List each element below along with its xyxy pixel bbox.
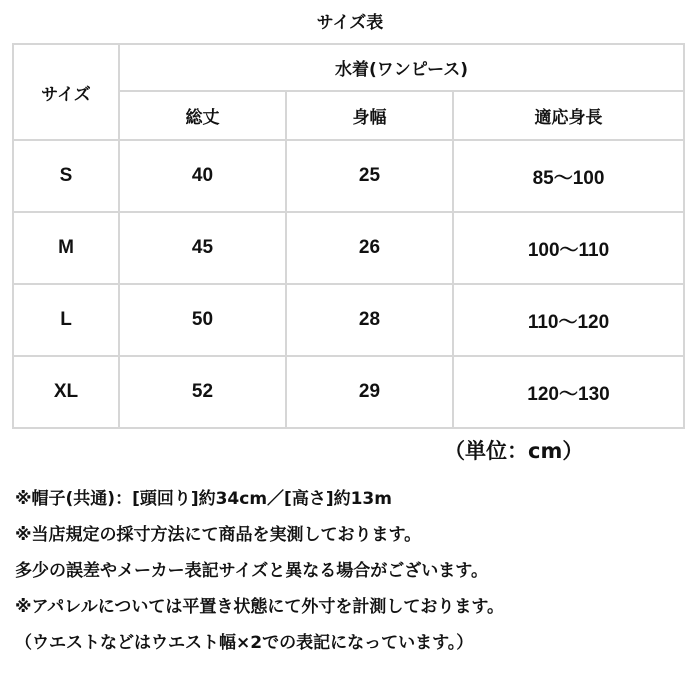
note-measurement: ※当店規定の採寸方法にて商品を実測しております。 [15, 525, 422, 545]
note-hat: ※帽子(共通)：[頭回り]約34cm／[高さ]約13m [15, 489, 392, 509]
length-value: 50 [119, 284, 286, 356]
height-value: 85～100 [453, 140, 684, 212]
height-value: 110～120 [453, 284, 684, 356]
note-waist: （ウエストなどはウエスト幅×2での表記になっています。） [15, 633, 474, 653]
width-value: 28 [286, 284, 453, 356]
height-value: 100～110 [453, 212, 684, 284]
length-value: 52 [119, 356, 286, 428]
column-header-height: 適応身長 [453, 91, 684, 140]
width-value: 25 [286, 140, 453, 212]
column-header-width: 身幅 [286, 91, 453, 140]
width-value: 26 [286, 212, 453, 284]
table-row [13, 140, 684, 212]
swimsuit-group-header: 水着(ワンピース) [119, 44, 684, 91]
size-label: S [13, 140, 119, 212]
size-label: L [13, 284, 119, 356]
size-column-header: サイズ [13, 44, 119, 140]
notes [15, 481, 695, 661]
height-value: 120～130 [453, 356, 684, 428]
note-tolerance: 多少の誤差やメーカー表記サイズと異なる場合がございます。 [15, 561, 488, 581]
width-value: 29 [286, 356, 453, 428]
size-label: M [13, 212, 119, 284]
table-row [13, 212, 684, 284]
unit-note: （単位：cm） [444, 439, 584, 463]
column-header-length: 総丈 [119, 91, 286, 140]
note-flat-measure: ※アパレルについては平置き状態にて外寸を計測しております。 [15, 597, 505, 617]
table-row [13, 356, 684, 428]
size-table [12, 43, 685, 429]
table-row [13, 284, 684, 356]
table-header-row [13, 44, 684, 91]
size-label: XL [13, 356, 119, 428]
page-title: サイズ表 [316, 13, 384, 33]
length-value: 45 [119, 212, 286, 284]
length-value: 40 [119, 140, 286, 212]
